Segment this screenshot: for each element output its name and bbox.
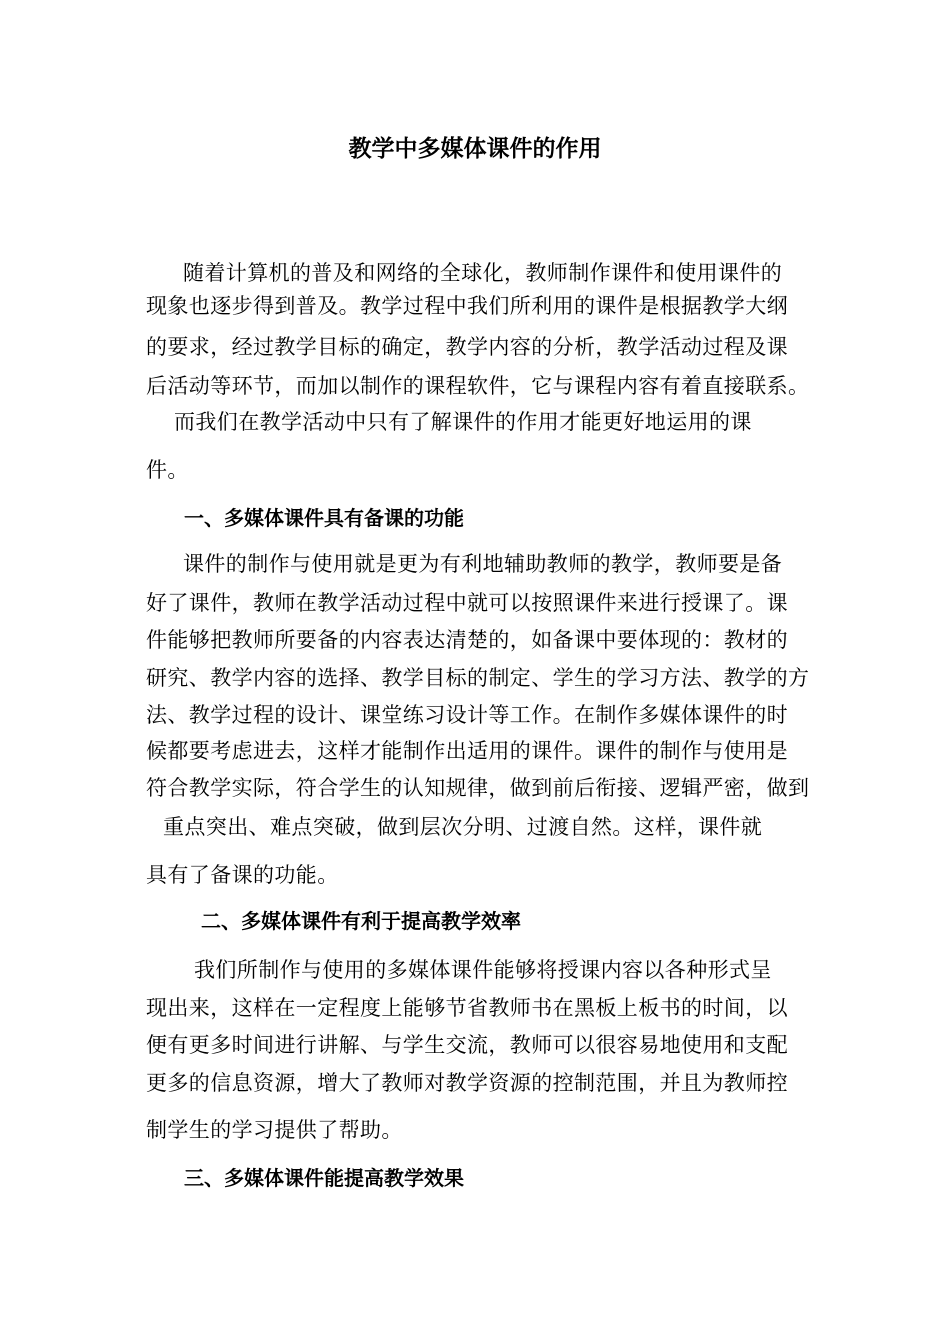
- section-3-heading: 三、多媒体课件能提高教学效果: [184, 1166, 464, 1190]
- section-1-heading: 一、多媒体课件具有备课的功能: [184, 506, 464, 530]
- section-1-line-1: 课件的制作与使用就是更为有利地辅助教师的教学，教师要是备: [183, 552, 783, 576]
- section-1-line-3: 件能够把教师所要备的内容表达清楚的，如备课中要体现的：教材的: [146, 628, 788, 652]
- intro-line-3: 的要求，经过教学目标的确定，教学内容的分析，教学活动过程及课: [146, 335, 788, 359]
- intro-line-1: 随着计算机的普及和网络的全球化，教师制作课件和使用课件的: [183, 261, 783, 285]
- section-2-line-1: 我们所制作与使用的多媒体课件能够将授课内容以各种形式呈: [194, 958, 772, 982]
- section-1-line-4: 研究、教学内容的选择、教学目标的制定、学生的学习方法、教学的方: [146, 666, 810, 690]
- intro-line-5: 而我们在教学活动中只有了解课件的作用才能更好地运用的课: [174, 410, 752, 434]
- section-2-heading: 二、多媒体课件有利于提高教学效率: [201, 909, 521, 933]
- section-2-line-2: 现出来，这样在一定程度上能够节省教师书在黑板上板书的时间，以: [146, 996, 788, 1020]
- section-1-line-8: 重点突出、难点突破，做到层次分明、过渡自然。这样，课件就: [163, 815, 763, 839]
- section-1-line-5: 法、教学过程的设计、课堂练习设计等工作。在制作多媒体课件的时: [146, 703, 788, 727]
- document-title: 教学中多媒体课件的作用: [348, 136, 602, 162]
- intro-line-2: 现象也逐步得到普及。教学过程中我们所利用的课件是根据教学大纲: [146, 294, 788, 318]
- intro-line-6: 件。: [146, 458, 189, 482]
- section-1-line-9: 具有了备课的功能。: [146, 863, 339, 887]
- intro-line-4: 后活动等环节，而加以制作的课程软件，它与课程内容有着直接联系。: [146, 374, 810, 398]
- section-1-line-6: 候都要考虑进去，这样才能制作出适用的课件。课件的制作与使用是: [146, 739, 788, 763]
- section-2-line-5: 制学生的学习提供了帮助。: [146, 1118, 403, 1142]
- section-1-line-2: 好了课件，教师在教学活动过程中就可以按照课件来进行授课了。课: [146, 591, 788, 615]
- section-2-line-4: 更多的信息资源，增大了教师对教学资源的控制范围，并且为教师控: [146, 1071, 788, 1095]
- section-1-line-7: 符合教学实际，符合学生的认知规律，做到前后衔接、逻辑严密，做到: [146, 776, 810, 800]
- section-2-line-3: 便有更多时间进行讲解、与学生交流，教师可以很容易地使用和支配: [146, 1033, 788, 1057]
